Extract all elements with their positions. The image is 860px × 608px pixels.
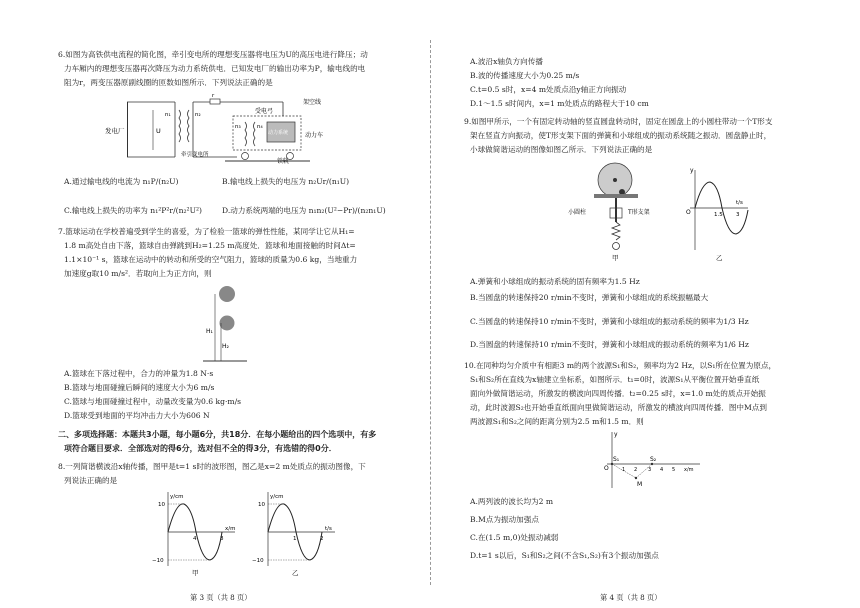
q8-yi-ytick-top: 10: [258, 502, 265, 508]
q6-label-n2: n₂: [195, 112, 201, 118]
q8-option-b: B.波的传播速度大小为0.25 m/s: [470, 71, 580, 80]
q6-label-system: 动力系统: [268, 130, 289, 136]
q7-option-a: A.篮球在下落过程中，合力的冲量为1.8 N·s: [64, 369, 214, 378]
q10-label-s1: S₁: [613, 456, 620, 463]
q10-label-m: M: [637, 481, 643, 488]
q9-graph-t: t/s: [736, 200, 743, 206]
q10-option-d: D.t=1 s以后，S₁和S₂之间(不含S₁,S₂)有3个振动加强点: [470, 551, 659, 560]
q9-graph-y: y: [690, 167, 694, 174]
q10-stem-line-2: S₁和S₂所在直线为x轴建立坐标系，如图所示．t₁=0时，波源S₁从平衡位置开始垂直纸: [470, 375, 760, 384]
q6-label-bow: 受电弓: [255, 108, 274, 115]
q8-jia-ytick-bottom: −10: [152, 558, 164, 564]
q8-yi-xlabel: t/s: [325, 526, 332, 532]
q9-option-a: A.弹簧和小球组成的振动系统的固有频率为1.5 Hz: [470, 277, 640, 286]
q9-caption-jia: 甲: [612, 254, 619, 262]
q8-yi-xtick-1: 1: [293, 536, 297, 542]
q8-jia-ylabel: y/cm: [170, 494, 184, 500]
q6-stem-line-3: 阻为r，两变压器原副线圈的匝数如图所示．下列说法正确的是: [64, 78, 273, 87]
q9-caption-yi: 乙: [716, 254, 723, 262]
q6-label-r: r: [212, 93, 215, 99]
q9-stem-line-2: 架在竖直方向振动，使T形支架下面的弹簧和小球组成的振动系统随之振动．圆盘静止时，: [470, 131, 772, 140]
q9-label-frame: T形支架: [628, 209, 650, 216]
q6-label-n4: n₄: [257, 124, 263, 130]
q6-label-station: 牵引变电所: [181, 152, 209, 158]
q9-option-d: D.当圆盘的转速保持10 r/min不变时，弹簧和小球组成的振动系统的频率为1/6 Hz: [470, 340, 749, 349]
q8-option-d: D.1～1.5 s时间内，x=1 m处质点的路程大于10 cm: [470, 99, 649, 108]
q10-tick-5: 5: [672, 467, 676, 473]
q6-circuit-diagram: [105, 92, 345, 164]
q8-yi-ylabel: y/cm: [270, 494, 284, 500]
q6-label-car: 动力车: [305, 132, 324, 139]
q10-tick-1: 1: [622, 467, 626, 473]
q6-stem-line-2: 力车厢内的理想变压器再次降压为动力系统供电．已知发电厂的输出功率为P，输电线的电: [64, 64, 366, 73]
q7-option-c: C.篮球与地面碰撞过程中，动量改变量为0.6 kg·m/s: [64, 397, 242, 406]
q9-graph-tick-2: 3: [736, 212, 740, 218]
q6-label-n3: n₃: [235, 124, 241, 130]
q6-label-rail: 铁轨: [277, 158, 290, 164]
q8-jia-caption: 甲: [192, 569, 199, 577]
q9-stem-line-3: 小球做简谐运动的图像如图乙所示．下列说法正确的是: [470, 145, 653, 154]
q7-ball-diagram: [195, 283, 255, 365]
q10-option-c: C.在(1.5 m,0)处振动减弱: [470, 533, 559, 542]
q10-tick-3: 3: [648, 467, 652, 473]
q8-jia-xtick-1: 4: [193, 536, 197, 542]
q9-graph-origin: O: [686, 209, 691, 216]
q6-label-n1: n₁: [165, 112, 171, 118]
q6-stem-line-1: 6.如图为高铁供电流程的简化图，牵引变电所的理想变压器将电压为U的高压电进行降压；动: [58, 50, 368, 59]
q10-label-origin: O: [604, 465, 609, 472]
q10-coordinate-diagram: [592, 430, 712, 490]
q10-stem-line-5: 两波源S₁和S₂之间的距离分别为2.5 m和1.5 m．则: [470, 417, 644, 426]
q10-label-x: x/m: [684, 467, 694, 473]
q8-option-a: A.波沿x轴负方向传播: [470, 57, 543, 66]
q9-graph-tick-1: 1.5: [714, 212, 723, 218]
q8-jia-ytick-top: 10: [158, 502, 165, 508]
q7-stem-line-3: 1.1×10⁻¹ s，篮球在运动中的转动和所受的空气阻力，篮球的质量为0.6 kg，当地重力: [64, 255, 358, 264]
q10-tick-4: 4: [660, 467, 664, 473]
page-4-footer: 第 4 页（共 8 页）: [600, 593, 662, 602]
q7-label-h2: H₂: [222, 343, 229, 350]
q8-yi-caption: 乙: [292, 569, 299, 577]
page-4: [430, 0, 860, 608]
q7-label-h1: H₁: [206, 328, 213, 335]
q9-label-cylinder: 小圆柱: [568, 209, 587, 216]
q8-yi-xtick-2: 2: [320, 536, 324, 542]
q7-stem-line-2: 1.8 m高处自由下落，篮球自由弹跳到H₂=1.25 m高度处．篮球和地面接触的时间Δt=: [64, 241, 356, 250]
q10-option-a: A.两列波的波长均为2 m: [470, 497, 554, 506]
q9-stem-line-1: 9.如图甲所示，一个有固定转动轴的竖直圆盘转动时，固定在圆盘上的小圆柱带动一个T形支: [464, 117, 773, 126]
q8-stem-line-2: 列说法正确的是: [64, 476, 118, 485]
q10-stem-line-4: 动，此时波源S₂也开始垂直纸面向里做简谐运动，所激发的横波向四周传播．图中M点到: [470, 403, 767, 412]
q6-option-c: C.输电线上损失的功率为 n₁²P²r/(n₂²U²): [64, 206, 202, 215]
q10-label-s2: S₂: [650, 456, 657, 463]
section-2-heading-line-1: 二、多项选择题：本题共3小题，每小题6分，共18分．在每小题给出的四个选项中，有多: [58, 430, 377, 439]
q8-graph-jia: [140, 490, 240, 578]
q8-jia-xlabel: x/m: [225, 526, 236, 532]
q8-stem-line-1: 8.一列简谐横波沿x轴传播，图甲是t=1 s时的波形图，图乙是x=2 m处质点的振动图像，下: [58, 462, 366, 471]
q9-figures: [550, 160, 750, 268]
q7-stem-line-4: 加速度g取10 m/s²．若取向上为正方向，则: [64, 269, 212, 278]
q8-jia-xtick-2: 8: [220, 536, 224, 542]
q10-label-y: y: [614, 431, 618, 438]
q6-label-plant: 发电厂: [105, 127, 125, 135]
q9-option-c: C.当圆盘的转速保持10 r/min不变时，弹簧和小球组成的振动系统的频率为1/3 Hz: [470, 317, 749, 326]
q8-option-c: C.t=0.5 s时，x=4 m处质点沿y轴正方向振动: [470, 85, 627, 94]
q6-label-u: U: [156, 127, 161, 135]
section-2-heading-line-2: 项符合题目要求．全部选对的得6分，选对但不全的得3分，有选错的得0分．: [64, 444, 337, 453]
q7-option-d: D.篮球受到地面的平均冲击力大小为606 N: [64, 411, 210, 420]
q7-option-b: B.篮球与地面碰撞后瞬间的速度大小为6 m/s: [64, 383, 215, 392]
q8-yi-ytick-bottom: −10: [252, 558, 264, 564]
q7-stem-line-1: 7.篮球运动在学校普遍受到学生的喜爱，为了检验一篮球的弹性性能，某同学让它从H₁=: [58, 227, 355, 236]
q10-stem-line-3: 面向外做简谐运动，所激发的横波向四周传播．t₂=0.25 s时，x=1.0 m处的质点开始振: [470, 389, 766, 398]
q10-option-b: B.M点为振动加强点: [470, 515, 539, 524]
q9-option-b: B.当圆盘的转速保持20 r/min不变时，弹簧和小球组成的系统振幅最大: [470, 293, 709, 302]
q8-graph-yi: [240, 490, 340, 578]
q6-label-wire: 架空线: [303, 99, 322, 106]
page-3-footer: 第 3 页（共 8 页）: [190, 593, 252, 602]
q6-option-d: D.动力系统两端的电压为 n₁n₂(U²−Pr)/(n₂n₁U): [222, 206, 386, 215]
q6-option-b: B.输电线上损失的电压为 n₂Ur/(n₁U): [222, 177, 350, 186]
q10-tick-2: 2: [634, 467, 638, 473]
q6-option-a: A.通过输电线的电流为 n₁P/(n₂U): [64, 177, 179, 186]
q10-stem-line-1: 10.在同种均匀介质中有相距3 m的两个波源S₁和S₂，频率均为2 Hz，以S₁所在位置为原点，: [464, 361, 777, 370]
